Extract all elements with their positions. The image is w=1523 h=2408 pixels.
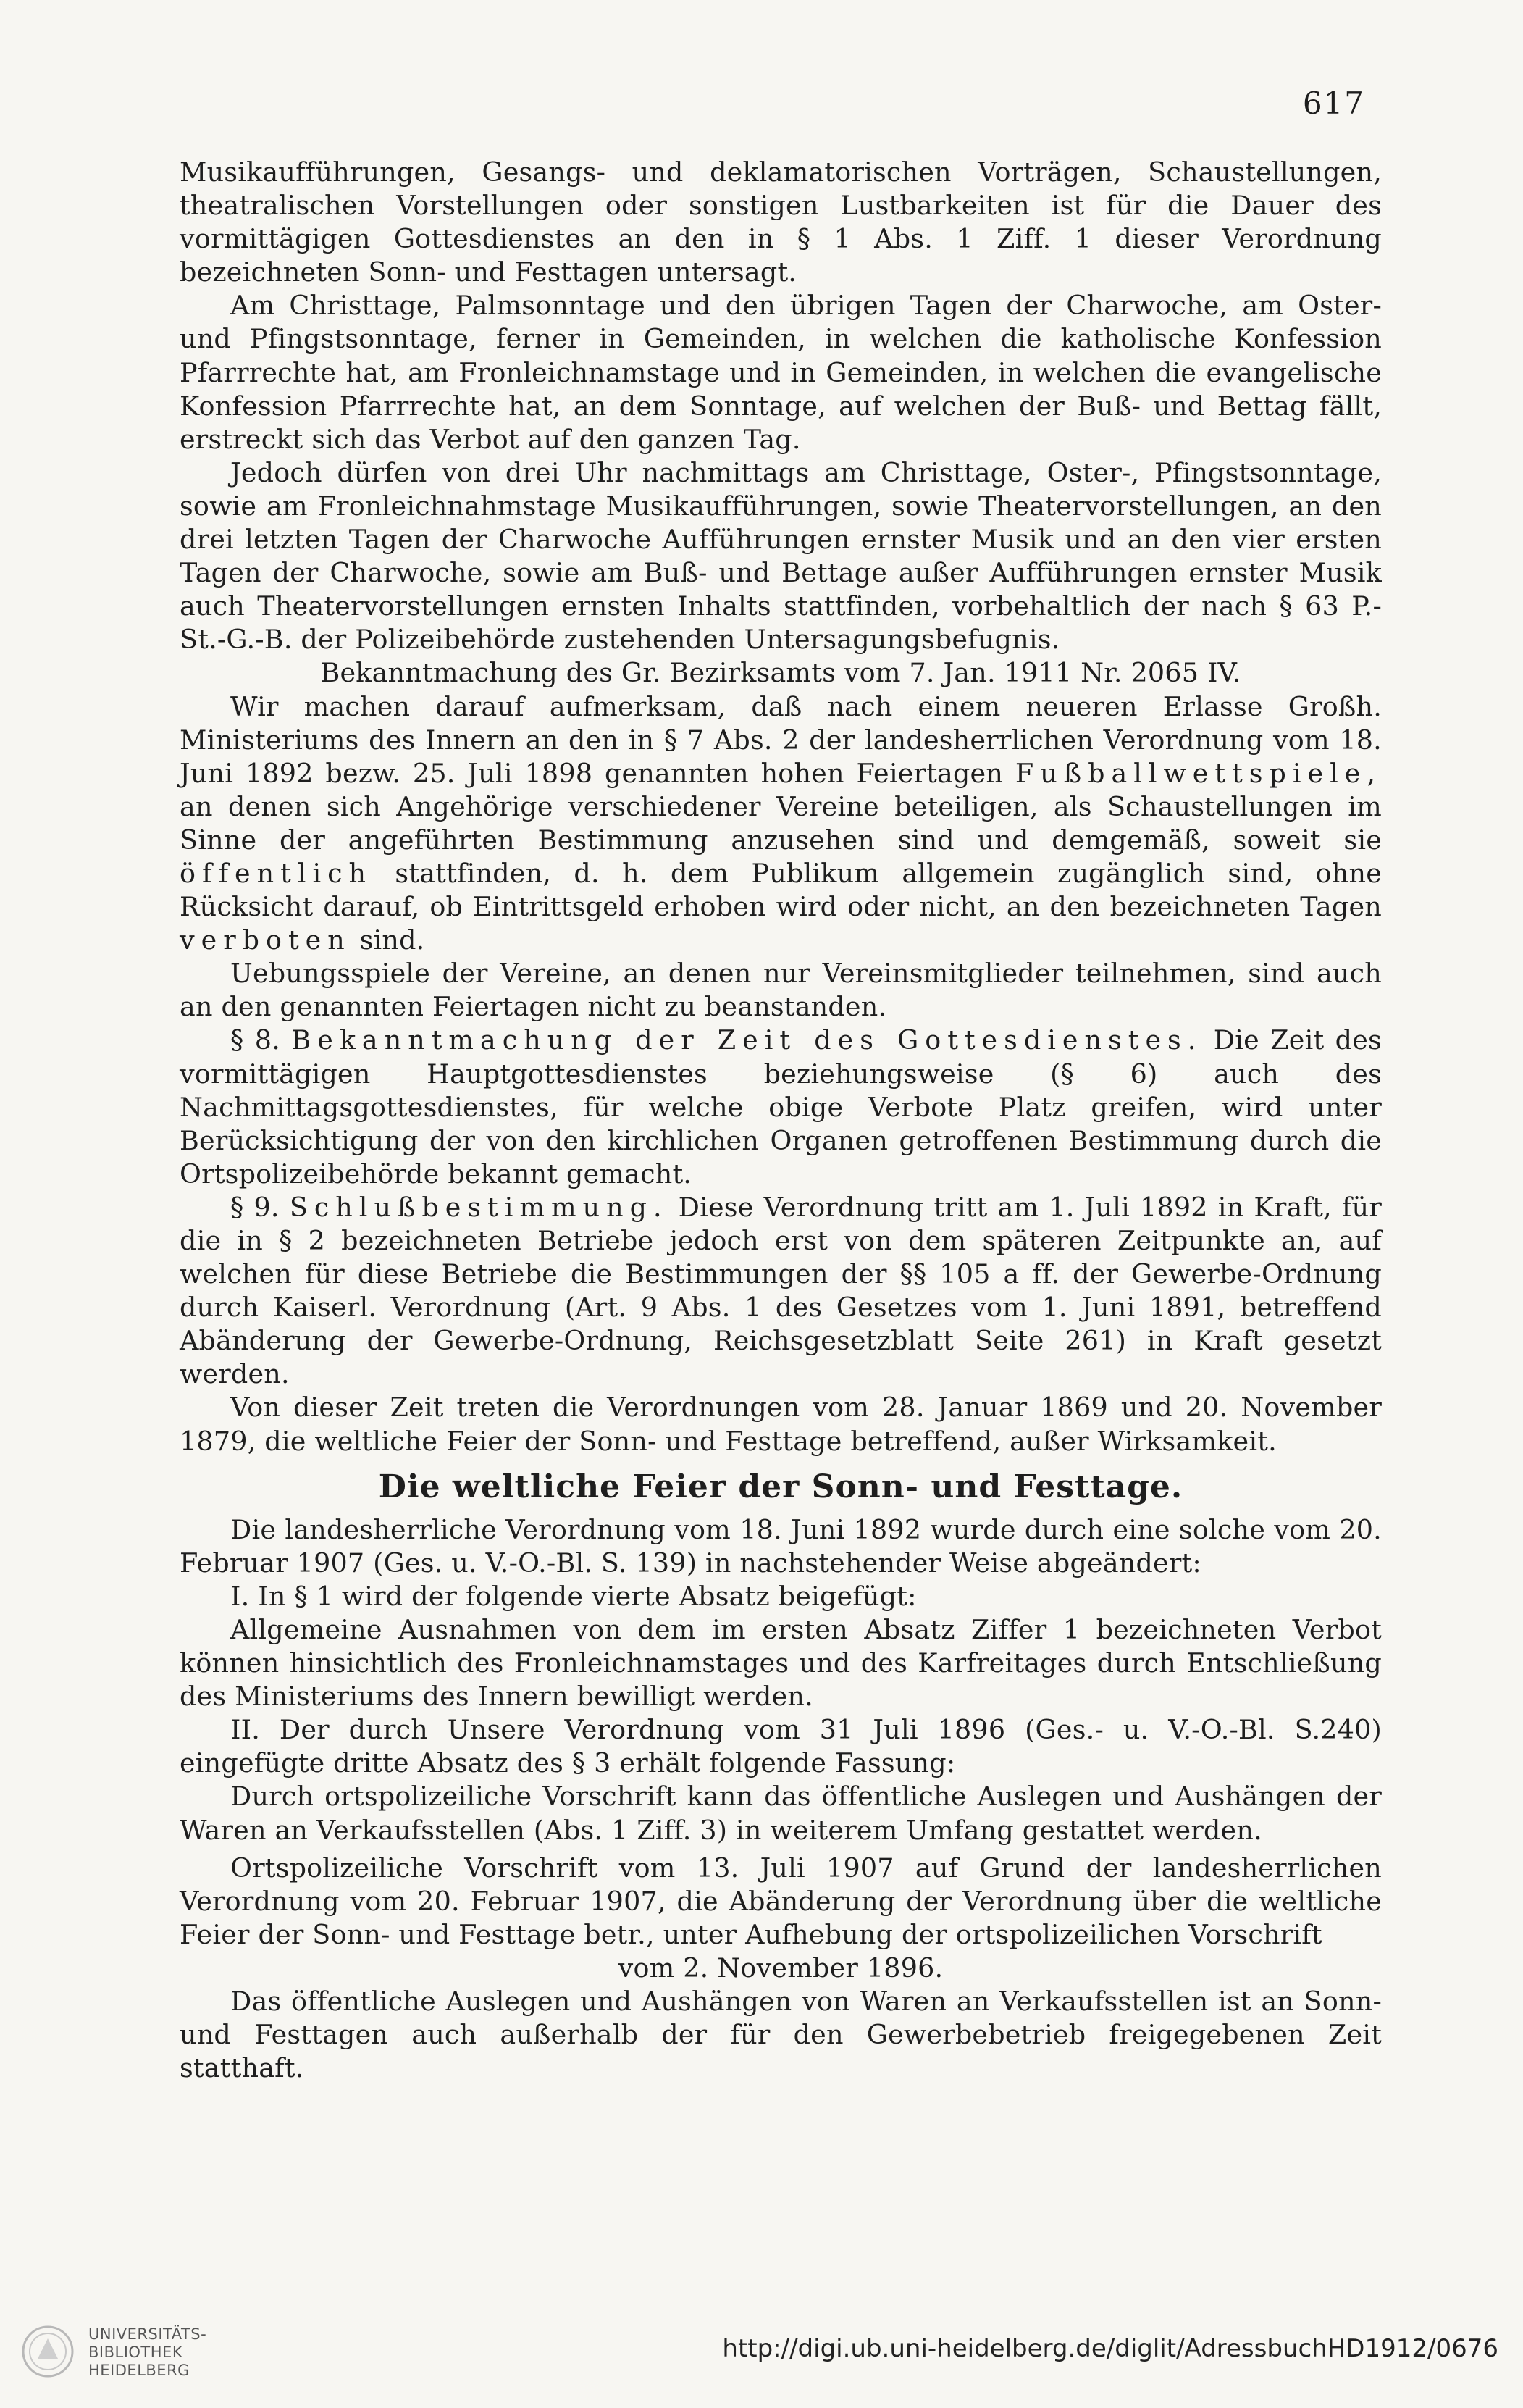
paragraph-repeal: Von dieser Zeit treten die Verordnungen vom 28. Januar 1869 und 20. November 1879, die weltliche Feier der Sonn- und Festtage betreffend, außer Wirksamkeit.	[180, 1392, 1382, 1457]
paragraph-amendment-intro: Die landesherrliche Verordnung vom 18. Juni 1892 wurde durch eine solche vom 20. Februar 1907 (Ges. u. V.-O.-Bl. S. 139) in nachstehender Weise abgeändert:	[180, 1513, 1382, 1579]
footer	[0, 2311, 1523, 2408]
paragraph-final-rule: Das öffentliche Auslegen und Aushängen von Waren an Verkaufsstellen ist an Sonn- und Festtagen auch außerhalb der für den Gewerbebetrieb freigegebenen Zeit statthaft.	[180, 1985, 1382, 2084]
section-9-title: Schlußbestimmung.	[289, 1191, 668, 1223]
paragraph-display-of-goods: Durch ortspolizeiliche Vorschrift kann das öffentliche Auslegen und Aushängen der Waren an Verkaufsstellen (Abs. 1 Ziff. 3) in weiterem Umfang gestattet werden.	[180, 1781, 1382, 1846]
paragraph-music-performances: Musikaufführungen, Gesangs- und deklamatorischen Vorträgen, Schaustellungen, theatralischen Vorstellungen oder sonstigen Lustbarkeiten ist für die Dauer des vormittägigen Gottesdienstes an den in § 1 Abs. 1 Ziff. 1 dieser Verordnung bezeichneten Sonn- und Festtagen untersagt.	[180, 156, 1382, 288]
page-number: 617	[1302, 85, 1365, 121]
regulation-date: vom 2. November 1896.	[618, 1952, 944, 1983]
library-name: UNIVERSITÄTS- BIBLIOTHEK HEIDELBERG	[88, 2325, 207, 2379]
paragraph-christmas-day: Am Christtage, Palmsonntage und den übrigen Tagen der Charwoche, am Oster- und Pfingstsonntage, ferner in Gemeinden, in welchen die katholische Konfession Pfarrrechte hat, am Fronleichnamstage und in Gemeinden, in welchen die evangelische Konfession Pfarrrechte hat, an dem Sonntage, auf welchen der Buß- und Bettag fällt, erstreckt sich das Verbot auf den ganzen Tag.	[180, 290, 1382, 455]
section-8: § 8. Bekanntmachung der Zeit des Gottesdienstes. Die Zeit des vormittägigen Hauptgottesdienstes beziehungsweise (§ 6) auch des Nachmittagsgottesdienstes, für welche obige Verbote Platz greifen, wird unter Berücksichtigung der von den kirchlichen Organen getroffenen Bestimmung durch die Ortspolizeibehörde bekannt gemacht.	[180, 1024, 1382, 1190]
emphasis-forbidden: verboten	[180, 924, 351, 956]
paragraph-football-notice: Wir machen darauf aufmerksam, daß nach einem neueren Erlasse Großh. Ministeriums des Innern an den in § 7 Abs. 2 der landesherrlichen Verordnung vom 18. Juni 1892 bezw. 25. Juli 1898 genannten hohen Feiertagen Fußballwettspiele, an denen sich Angehörige verschiedener Vereine beteiligen, als Schaustellungen im Sinne der angeführten Bestimmung anzusehen sind und demgemäß, soweit sie öffentlich stattfinden, d. h. dem Publikum allgemein zugänglich sind, ohne Rücksicht darauf, ob Eintrittsgeld erhoben wird oder nicht, an den bezeichneten Tagen verboten sind.	[180, 690, 1382, 956]
emphasis-public: öffentlich	[180, 857, 373, 889]
paragraph-exceptions: Jedoch dürfen von drei Uhr nachmittags am Christtage, Oster-, Pfingstsonntage, sowie am Fronleichnahmstage Musikaufführungen, sowie Theatervorstellungen, an den drei letzten Tagen der Charwoche Aufführungen ernster Musik und an den vier ersten Tagen der Charwoche, sowie am Buß- und Bettage außer Aufführungen ernster Musik auch Theatervorstellungen ernsten Inhalts stattfinden, vorbehaltlich der nach § 63 P.-St.-G.-B. der Polizeibehörde zustehenden Untersagungsbefugnis.	[180, 456, 1382, 656]
page-body	[180, 156, 1382, 2085]
section-heading: Die weltliche Feier der Sonn- und Festtage.	[378, 1468, 1183, 1505]
source-url[interactable]: http://digi.ub.uni-heidelberg.de/diglit/AdressbuchHD1912/0676	[722, 2334, 1498, 2363]
paragraph-amendment-2: II. Der durch Unsere Verordnung vom 31 Juli 1896 (Ges.- u. V.-O.-Bl. S.240) eingefügte dritte Absatz des § 3 erhält folgende Fassung:	[180, 1714, 1382, 1779]
university-seal-icon	[20, 2324, 75, 2379]
section-9: § 9. Schlußbestimmung. Diese Verordnung tritt am 1. Juli 1892 in Kraft, für die in § 2 bezeichneten Betriebe jedoch erst von dem späteren Zeitpunkte an, auf welchen für diese Betriebe die Bestimmungen der §§ 105 a ff. der Gewerbe-Ordnung durch Kaiserl. Verordnung (Art. 9 Abs. 1 des Gesetzes vom 1. Juni 1891, betreffend Abänderung der Gewerbe-Ordnung, Reichsgesetzblatt Seite 261) in Kraft gesetzt werden.	[180, 1191, 1382, 1390]
emphasis-football: Fußballwettspiele,	[1015, 757, 1382, 789]
paragraph-general-exceptions: Allgemeine Ausnahmen von dem im ersten Absatz Ziffer 1 bezeichneten Verbot können hinsichtlich des Fronleichnamstages und des Karfreitages durch Entschließung des Ministeriums des Innern bewilligt werden.	[180, 1613, 1382, 1713]
announcement-title: Bekanntmachung des Gr. Bezirksamts vom 7. Jan. 1911 Nr. 2065 IV.	[320, 657, 1241, 689]
section-8-title: Bekanntmachung der Zeit des Gottesdienstes.	[291, 1024, 1203, 1056]
paragraph-practice-games: Uebungsspiele der Vereine, an denen nur Vereinsmitglieder teilnehmen, sind auch an den genannten Feiertagen nicht zu beanstanden.	[180, 958, 1382, 1023]
paragraph-local-regulation: Ortspolizeiliche Vorschrift vom 13. Juli 1907 auf Grund der landesherrlichen Verordnung vom 20. Februar 1907, die Abänderung der Verordnung über die weltliche Feier der Sonn- und Festtage betr., unter Aufhebung der ortspolizeilichen Vorschrift	[180, 1852, 1382, 1950]
paragraph-amendment-1: I. In § 1 wird der folgende vierte Absatz beigefügt:	[230, 1580, 917, 1612]
